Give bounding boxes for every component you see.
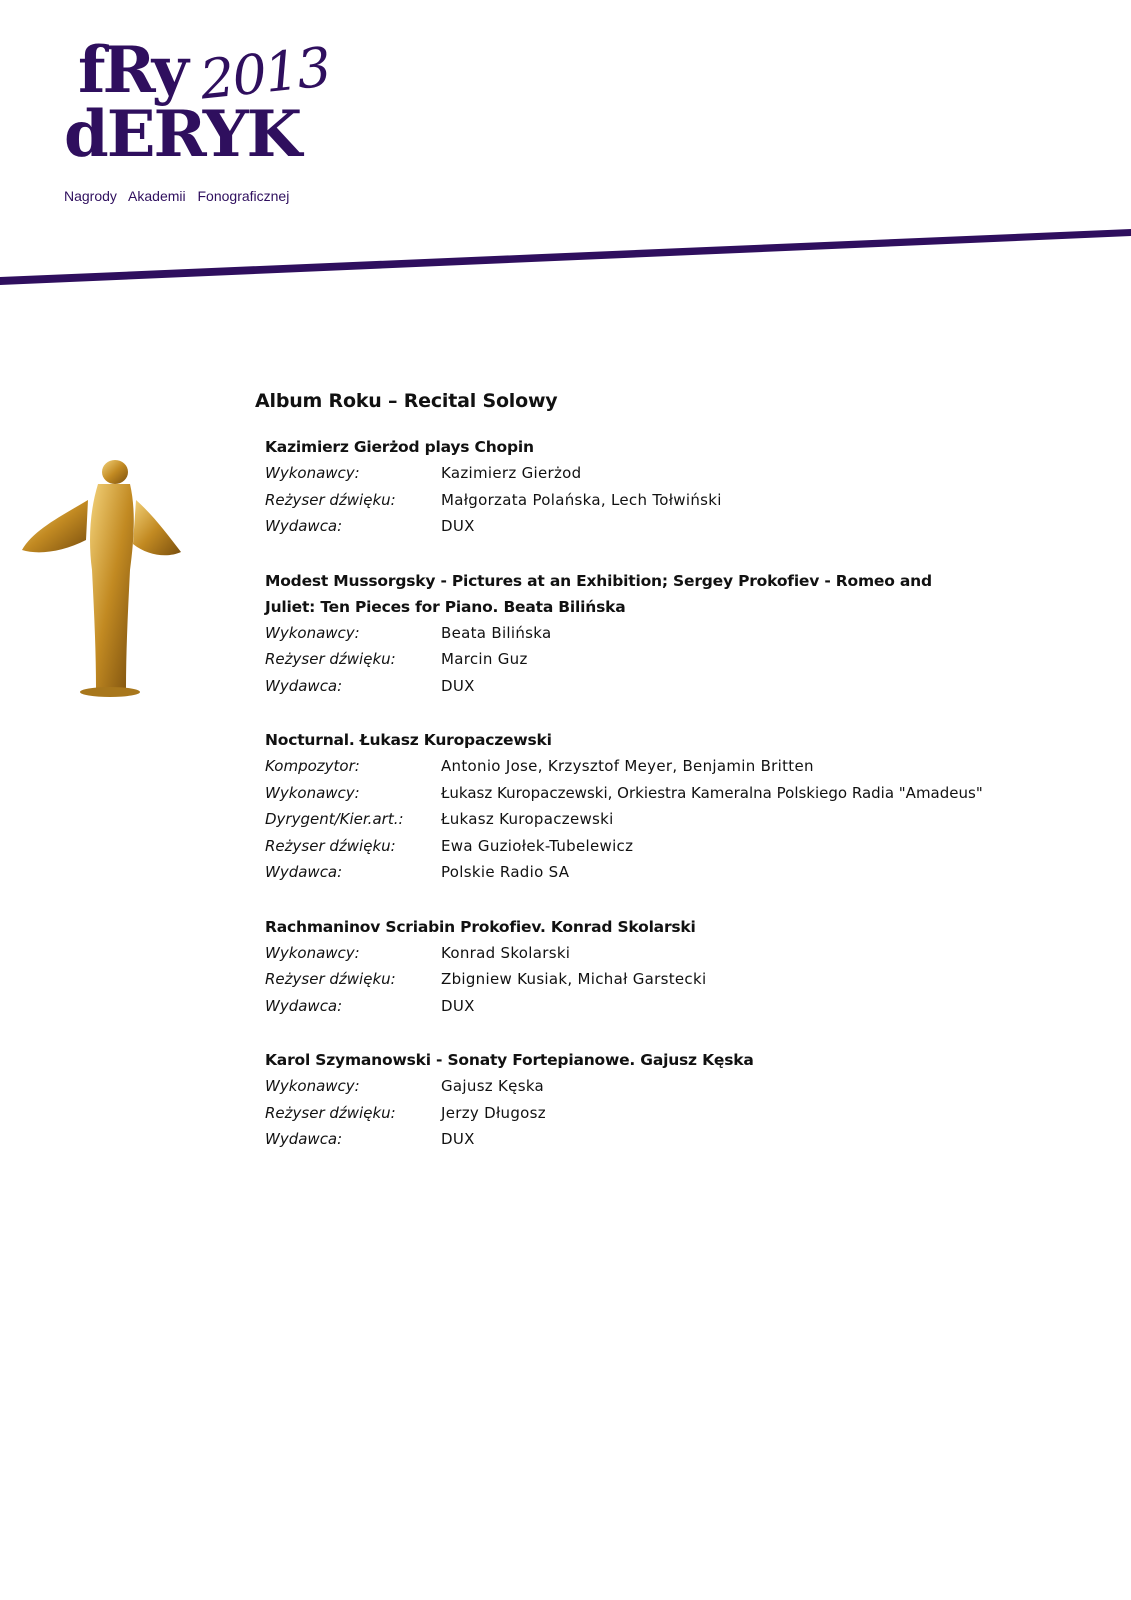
detail-value: Kazimierz Gierżod bbox=[441, 464, 582, 482]
detail-label: Wydawca: bbox=[265, 863, 343, 881]
detail-label: Reżyser dźwięku: bbox=[265, 490, 396, 509]
detail-value: Gajusz Kęska bbox=[441, 1077, 545, 1095]
album-entry bbox=[265, 1047, 1085, 1153]
detail-value: Łukasz Kuropaczewski, Orkiestra Kameralna Polskiego Radia "Amadeus" bbox=[441, 783, 983, 802]
album-entry bbox=[265, 727, 1085, 886]
logo-year: 2013 bbox=[197, 35, 333, 112]
logo-word-fry: fRy bbox=[78, 33, 186, 108]
detail-value: DUX bbox=[441, 1130, 475, 1148]
album-title: Nocturnal. Łukasz Kuropaczewski bbox=[265, 731, 552, 749]
detail-label: Reżyser dźwięku: bbox=[265, 970, 396, 988]
detail-value: Marcin Guz bbox=[441, 650, 528, 668]
detail-value: Zbigniew Kusiak, Michał Garstecki bbox=[441, 970, 707, 988]
logo-word-deryk: dERYK bbox=[64, 97, 301, 172]
album-title: Rachmaninov Scriabin Prokofiev. Konrad Skolarski bbox=[265, 917, 696, 936]
detail-row bbox=[265, 940, 1085, 967]
detail-value: Ewa Guziołek-Tubelewicz bbox=[441, 836, 634, 855]
detail-value: Beata Bilińska bbox=[441, 623, 552, 642]
detail-row bbox=[265, 646, 1085, 673]
detail-row bbox=[265, 780, 1085, 807]
detail-label: Wydawca: bbox=[265, 996, 343, 1015]
detail-value: DUX bbox=[441, 996, 475, 1015]
detail-row bbox=[265, 1100, 1085, 1127]
detail-label: Kompozytor: bbox=[265, 757, 360, 775]
detail-label: Reżyser dźwięku: bbox=[265, 836, 396, 855]
detail-label: Reżyser dźwięku: bbox=[265, 1103, 396, 1122]
detail-row bbox=[265, 1126, 1085, 1153]
detail-row bbox=[265, 806, 1085, 833]
detail-value: DUX bbox=[441, 676, 475, 695]
album-entry bbox=[265, 914, 1085, 1020]
detail-label: Wydawca: bbox=[265, 517, 343, 535]
detail-row bbox=[265, 620, 1085, 647]
section-title: Album Roku – Recital Solowy bbox=[255, 390, 558, 412]
detail-row bbox=[265, 859, 1085, 886]
detail-label: Wykonawcy: bbox=[265, 1077, 360, 1095]
detail-value: Antonio Jose, Krzysztof Meyer, Benjamin Britten bbox=[441, 757, 814, 775]
statue-icon bbox=[18, 460, 188, 720]
detail-label: Wydawca: bbox=[265, 1130, 343, 1148]
detail-row bbox=[265, 1073, 1085, 1100]
album-entry bbox=[265, 568, 1085, 700]
fryderyk-logo bbox=[60, 33, 333, 216]
album-title: Modest Mussorgsky - Pictures at an Exhibition; Sergey Prokofiev - Romeo and Juliet: Ten Pieces for Piano. Beata Bilińska bbox=[265, 571, 932, 616]
detail-label: Reżyser dźwięku: bbox=[265, 650, 396, 668]
detail-row bbox=[265, 753, 1085, 780]
detail-label: Wydawca: bbox=[265, 676, 343, 695]
album-title: Kazimierz Gierżod plays Chopin bbox=[265, 438, 534, 456]
detail-value: Łukasz Kuropaczewski bbox=[441, 810, 614, 828]
detail-row bbox=[265, 993, 1085, 1020]
detail-row bbox=[265, 460, 1085, 487]
award-content bbox=[255, 390, 1085, 1181]
detail-label: Wykonawcy: bbox=[265, 943, 360, 962]
logo-subtitle: Nagrody Akademii Fonograficznej bbox=[64, 188, 290, 204]
album-title: Karol Szymanowski - Sonaty Fortepianowe. Gajusz Kęska bbox=[265, 1051, 754, 1069]
detail-value: Małgorzata Polańska, Lech Tołwiński bbox=[441, 490, 722, 509]
detail-row bbox=[265, 966, 1085, 993]
detail-row bbox=[265, 513, 1085, 540]
detail-value: Konrad Skolarski bbox=[441, 943, 571, 962]
detail-label: Dyrygent/Kier.art.: bbox=[265, 810, 404, 828]
detail-value: DUX bbox=[441, 517, 475, 535]
album-entry bbox=[265, 434, 1085, 540]
detail-label: Wykonawcy: bbox=[265, 623, 360, 642]
detail-label: Wykonawcy: bbox=[265, 464, 360, 482]
detail-row bbox=[265, 487, 1085, 514]
detail-label: Wykonawcy: bbox=[265, 783, 360, 802]
detail-row bbox=[265, 673, 1085, 700]
detail-row bbox=[265, 833, 1085, 860]
detail-value: Polskie Radio SA bbox=[441, 863, 570, 881]
detail-value: Jerzy Długosz bbox=[441, 1103, 546, 1122]
